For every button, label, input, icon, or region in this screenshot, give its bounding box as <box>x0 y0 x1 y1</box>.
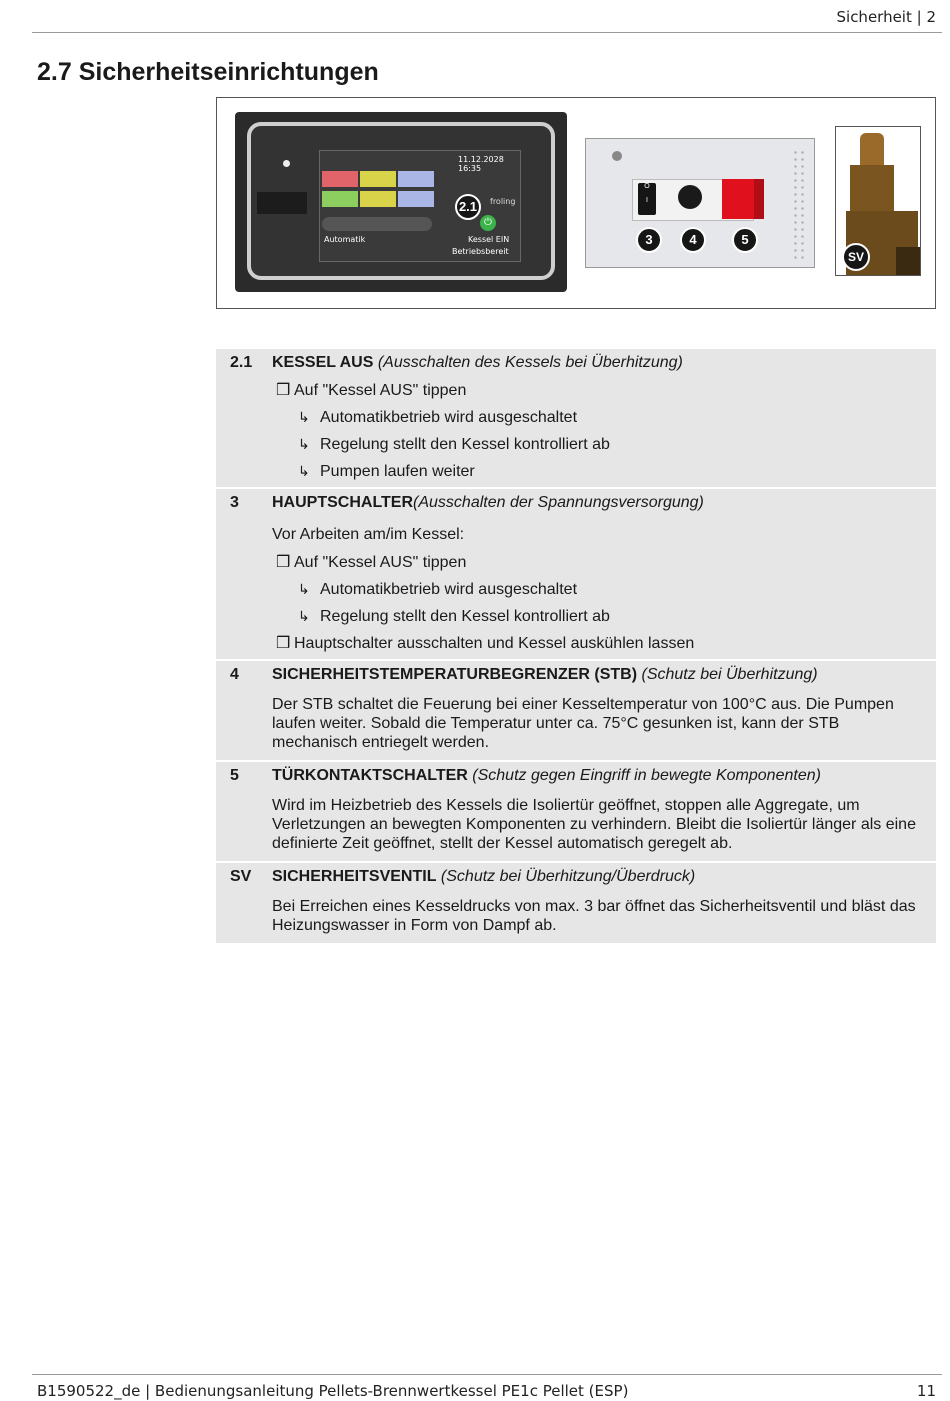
item-number: 5 <box>230 767 239 784</box>
item-description: Bei Erreichen eines Kesseldrucks von max. 3 bar öffnet das Sicherheitsventil und bläst das Heizungswasser in Form von Dampf ab. <box>272 898 916 934</box>
item-subtitle: (Schutz bei Überhitzung) <box>641 666 818 683</box>
screw <box>612 151 622 161</box>
item-number: SV <box>230 868 252 885</box>
switch-panel-photo <box>585 138 815 268</box>
item-hauptschalter <box>216 487 936 659</box>
item-tuerkontaktschalter <box>216 760 936 861</box>
callout-3: 3 <box>636 227 662 253</box>
stb-reset-button <box>678 185 702 209</box>
callout-5: 5 <box>732 227 758 253</box>
item-subtitle: (Schutz gegen Eingriff in bewegte Komponenten) <box>472 767 821 784</box>
vent-holes <box>792 149 806 259</box>
safety-valve-photo <box>835 126 921 276</box>
result-arrow-icon: ↳ <box>298 608 310 624</box>
item-title: TÜRKONTAKTSCHALTER <box>272 767 468 784</box>
screen-tile <box>398 171 434 187</box>
screen-status-1: Kessel EIN <box>468 235 510 244</box>
callout-4: 4 <box>680 227 706 253</box>
status-led <box>283 160 290 167</box>
checkbox-icon: ❒ <box>276 635 291 652</box>
door-contact-tab <box>754 179 764 219</box>
item-subtitle: (Schutz bei Überhitzung/Überdruck) <box>440 868 696 885</box>
result-arrow-icon: ↳ <box>298 581 310 597</box>
screen-tile <box>360 171 396 187</box>
touch-screen <box>319 150 521 262</box>
footer-rule <box>32 1374 942 1375</box>
item-number: 2.1 <box>230 354 253 371</box>
item-subtitle: (Ausschalten des Kessels bei Überhitzung) <box>377 354 683 371</box>
item-number: 4 <box>230 666 239 683</box>
result-arrow-icon: ↳ <box>298 463 310 479</box>
footer-document-title: B1590522_de | Bedienungsanleitung Pellets-Brennwertkessel PE1c Pellet (ESP) <box>37 1382 629 1400</box>
item-intro: Vor Arbeiten am/im Kessel: <box>272 526 465 543</box>
valve-cap <box>860 133 884 167</box>
callout-2-1: 2.1 <box>455 194 481 220</box>
step-text: Auf "Kessel AUS" tippen <box>294 554 467 571</box>
valve-body <box>850 165 894 213</box>
header-rule <box>32 32 942 33</box>
step-text: Hauptschalter ausschalten und Kessel auskühlen lassen <box>294 635 695 652</box>
screen-tile <box>322 191 358 207</box>
section-title: 2.7 Sicherheitseinrichtungen <box>37 58 379 86</box>
door-contact-switch <box>722 179 756 219</box>
screen-mode: Automatik <box>324 235 366 244</box>
item-title: SICHERHEITSTEMPERATURBEGRENZER (STB) <box>272 666 638 683</box>
controller-panel-photo <box>235 112 567 292</box>
screen-tile <box>360 191 396 207</box>
result-text: Regelung stellt den Kessel kontrolliert ab <box>320 608 610 625</box>
callout-sv: SV <box>842 243 870 271</box>
item-description: Wird im Heizbetrieb des Kessels die Isoliertür geöffnet, stoppen alle Aggregate, um Verletzungen an bewegten Komponenten zu verhindern. Bleibt die Isoliertür länger als eine definierte Zeit geöffnet, stellt der Kessel automatisch geregelt ab. <box>272 797 916 852</box>
screen-button-row <box>322 217 432 231</box>
screen-date: 11.12.2028 16:35 <box>458 155 504 173</box>
item-subtitle: (Ausschalten der Spannungsversorgung) <box>413 494 704 511</box>
screen-tile <box>398 191 434 207</box>
screen-status-2: Betriebsbereit <box>452 247 509 256</box>
item-title: HAUPTSCHALTER <box>272 494 414 511</box>
page-number: 11 <box>916 1382 936 1400</box>
item-stb <box>216 659 936 760</box>
result-arrow-icon: ↳ <box>298 436 310 452</box>
valve-pipe <box>896 247 921 276</box>
running-head: Sicherheit | 2 <box>836 8 936 26</box>
item-title: KESSEL AUS <box>272 354 374 371</box>
power-icon: ⏻ <box>480 215 496 231</box>
safety-devices-table <box>216 349 936 943</box>
item-title: SICHERHEITSVENTIL <box>272 868 437 885</box>
result-text: Pumpen laufen weiter <box>320 463 475 480</box>
screen-tile <box>322 171 358 187</box>
item-kessel-aus <box>216 349 936 487</box>
result-text: Automatikbetrieb wird ausgeschaltet <box>320 581 578 598</box>
item-number: 3 <box>230 494 239 511</box>
main-switch: O I <box>638 183 656 215</box>
safety-devices-figure <box>216 97 936 309</box>
result-arrow-icon: ↳ <box>298 409 310 425</box>
item-sicherheitsventil <box>216 861 936 943</box>
result-text: Regelung stellt den Kessel kontrolliert ab <box>320 436 610 453</box>
item-description: Der STB schaltet die Feuerung bei einer Kesseltemperatur von 100°C aus. Die Pumpen laufen weiter. Sobald die Temperatur unter ca. 75°C gesunken ist, kann der STB mechanisch entriegelt werden. <box>272 696 894 751</box>
step-text: Auf "Kessel AUS" tippen <box>294 382 467 399</box>
checkbox-icon: ❒ <box>276 382 291 399</box>
screen-brand: froling <box>490 197 516 206</box>
result-text: Automatikbetrieb wird ausgeschaltet <box>320 409 578 426</box>
usb-slot <box>257 192 307 214</box>
checkbox-icon: ❒ <box>276 554 291 571</box>
